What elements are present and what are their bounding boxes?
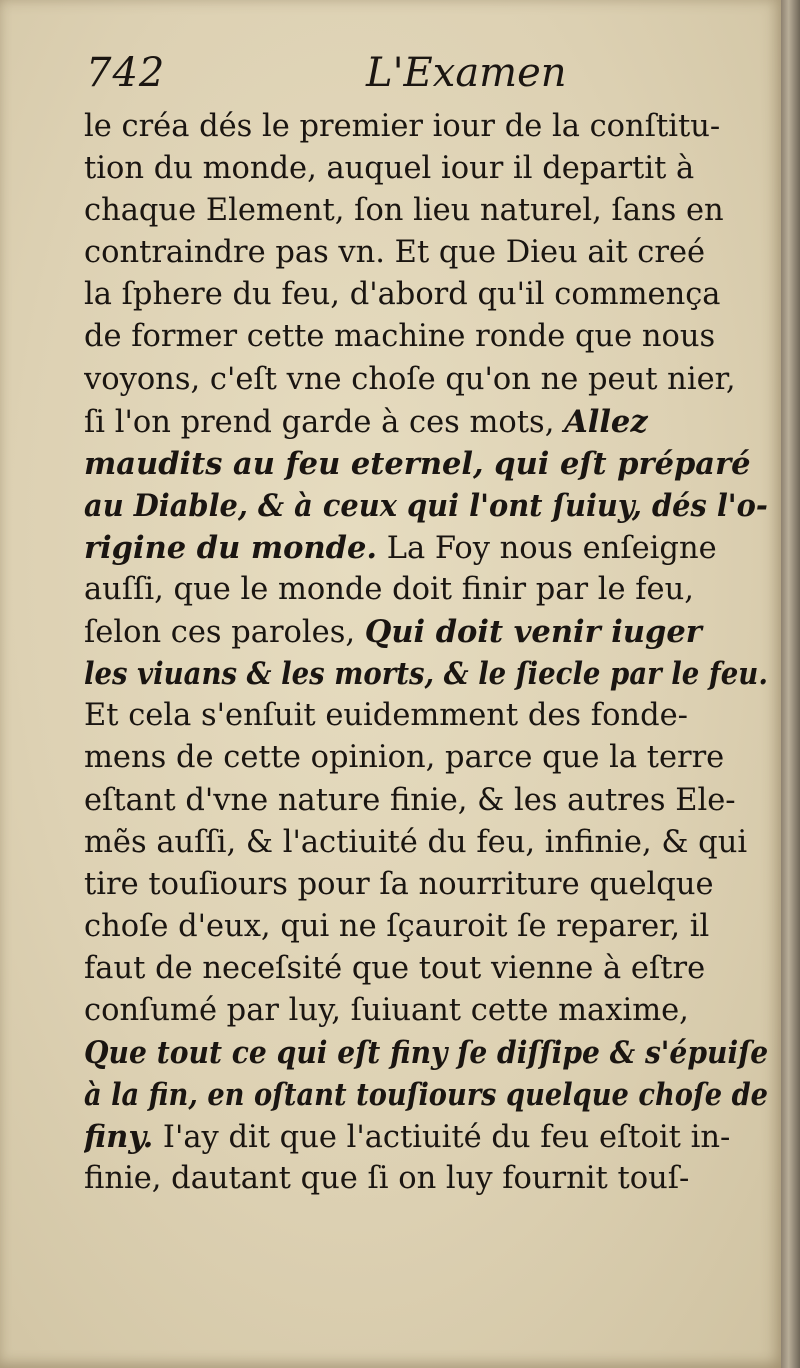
text-segment: mens de cette opinion, parce que la terre xyxy=(84,740,725,776)
text-segment: faut de neceſsité que tout vienne à eſtre xyxy=(84,950,706,986)
italic-text-segment: les viuans & les morts, & le ſiecle par le feu. xyxy=(84,656,768,693)
text-segment: choſe d'eux, qui ne ſçauroit ſe reparer, il xyxy=(84,908,710,944)
page-edge xyxy=(781,0,800,1368)
text-line xyxy=(84,737,768,779)
text-line xyxy=(84,316,768,358)
running-head: L'Examen xyxy=(366,50,567,96)
text-segment: ſi l'on prend garde à ces mots, xyxy=(84,404,565,440)
text-segment: la ſphere du feu, d'abord qu'il commença xyxy=(84,277,721,313)
text-line xyxy=(84,569,768,611)
text-segment: tire touſiours pour ſa nourriture quelque xyxy=(84,866,714,902)
text-line xyxy=(84,990,768,1032)
text-segment: I'ay dit que l'actiuité du feu eſtoit in- xyxy=(153,1120,731,1156)
text-line xyxy=(84,359,768,401)
text-line xyxy=(84,232,768,274)
text-line xyxy=(84,1116,768,1158)
text-line xyxy=(84,148,768,190)
text-line xyxy=(84,864,768,906)
text-line xyxy=(84,190,768,232)
text-line xyxy=(84,443,768,485)
text-segment: La Foy nous enſeigne xyxy=(377,530,717,566)
text-segment: auſſi, que le monde doit finir par le feu, xyxy=(84,572,694,608)
text-line xyxy=(84,1158,768,1200)
text-segment: mẽs auſſi, & l'actiuité du feu, infinie, & qui xyxy=(84,824,748,860)
text-segment: finie, dautant que ſi on luy fournit touſ- xyxy=(84,1161,690,1197)
text-line xyxy=(84,401,768,443)
text-line xyxy=(84,906,768,948)
text-line xyxy=(84,695,768,737)
text-segment: de former cette machine ronde que nous xyxy=(84,319,716,355)
text-line xyxy=(84,527,768,569)
text-segment: voyons, c'eſt vne choſe qu'on ne peut nier, xyxy=(84,361,736,397)
text-line xyxy=(84,1032,768,1074)
text-line xyxy=(84,780,768,822)
italic-text-segment: maudits au feu eternel, qui eſt préparé xyxy=(84,445,751,482)
italic-text-segment: au Diable, & à ceux qui l'ont ſuiuy, dés l'o- xyxy=(84,487,768,524)
text-line xyxy=(84,274,768,316)
italic-text-segment: à la fin, en oſtant touſiours quelque choſe de xyxy=(84,1077,768,1114)
text-segment: tion du monde, auquel iour il departit à xyxy=(84,151,695,187)
text-line xyxy=(84,948,768,990)
page-header xyxy=(86,50,766,110)
text-segment: eſtant d'vne nature finie, & les autres Ele- xyxy=(84,782,736,818)
text-line xyxy=(84,653,768,695)
italic-text-segment: finy. xyxy=(84,1119,154,1156)
text-segment: contraindre pas vn. Et que Dieu ait creé xyxy=(84,235,706,271)
text-line xyxy=(84,611,768,653)
text-segment: ſelon ces paroles, xyxy=(84,615,365,651)
text-segment: Et cela s'enſuit euidemment des fonde- xyxy=(84,698,688,734)
page-number: 742 xyxy=(86,50,166,96)
text-line xyxy=(84,822,768,864)
text-segment: le créa dés le premier iour de la conſtitu- xyxy=(84,109,721,144)
italic-text-segment: Allez xyxy=(564,403,648,440)
text-segment: conſumé par luy, ſuiuant cette maxime, xyxy=(84,992,689,1028)
text-segment: chaque Element, ſon lieu naturel, ſans en xyxy=(84,193,724,229)
italic-text-segment: Que tout ce qui eſt finy ſe diſſipe & s'épuiſe xyxy=(84,1035,768,1072)
italic-text-segment: Qui doit venir iuger xyxy=(364,614,702,651)
text-line xyxy=(84,1074,768,1116)
body-text xyxy=(84,106,768,1200)
text-line xyxy=(84,485,768,527)
italic-text-segment: rigine du monde. xyxy=(84,529,378,566)
text-line xyxy=(84,106,768,148)
